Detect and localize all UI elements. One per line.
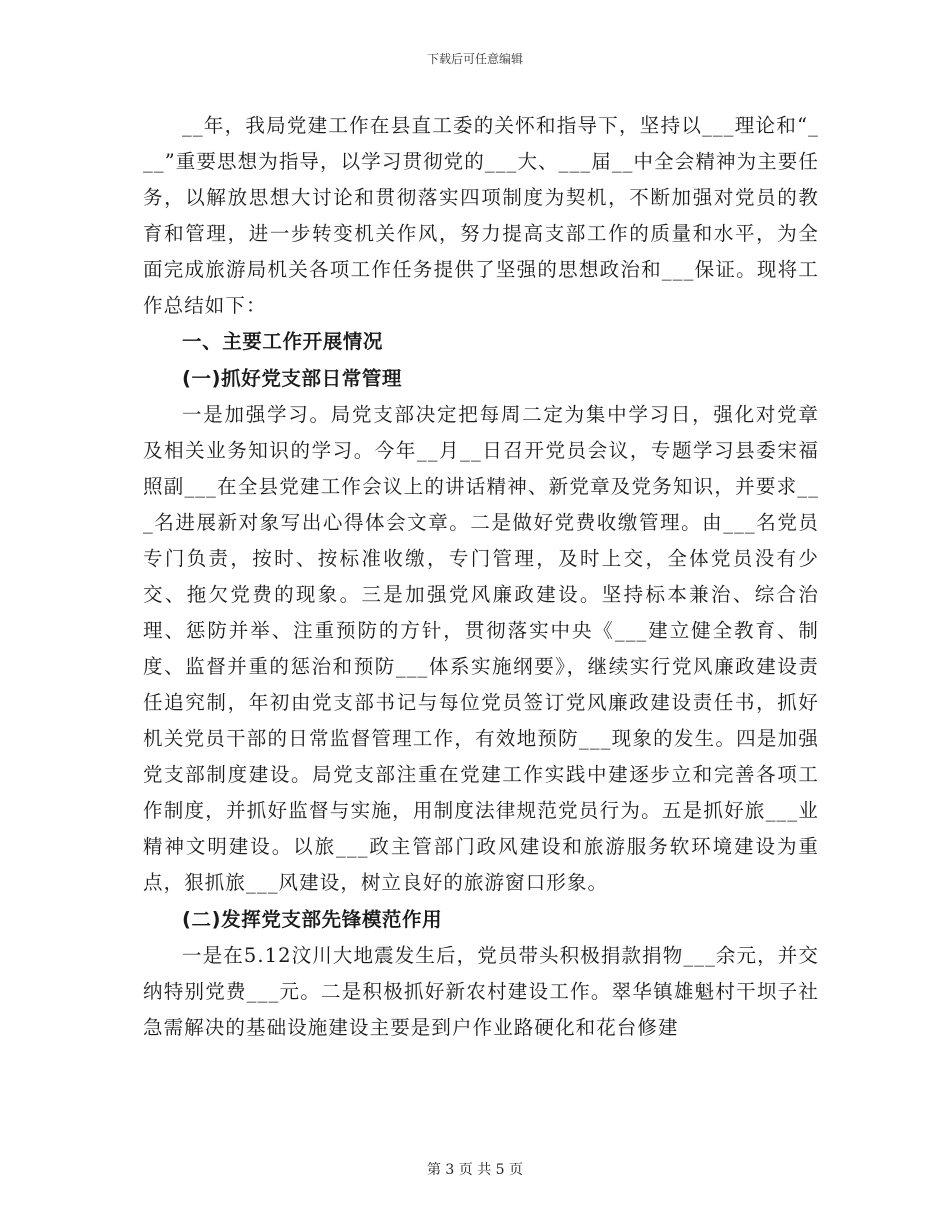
document-body bbox=[143, 108, 819, 1046]
section-heading-main-work: 一、主要工作开展情况 bbox=[182, 330, 384, 353]
intro-paragraph: __年，我局党建工作在县直工委的关怀和指导下，坚持以___理论和“___”重要思想为指导，以学习贯彻党的___大、___届__中全会精神为主要任务，以解放思想大讨论和贯彻落实四项制度为契机，不断加强对党员的教育和管理，进一步转变机关作风，努力提高支部工作的质量和水平，为全面完成旅游局机关各项工作任务提供了坚强的思想政治和___保证。现将工作总结如下： bbox=[143, 114, 819, 317]
page-footer: 第 3 页 共 5 页 bbox=[426, 1162, 524, 1178]
subsection-heading-daily-management: (一)抓好党支部日常管理 bbox=[182, 367, 403, 390]
pioneer-role-paragraph: 一是在5.12汶川大地震发生后，党员带头积极捐款捐物___余元，并交纳特别党费___元。二是积极抓好新农村建设工作。翠华镇雄魁村干坝子社急需解决的基础设施建设主要是到户作业路硬化和花台修建 bbox=[143, 944, 819, 1039]
page-header: 下载后可任意编辑 bbox=[426, 52, 523, 66]
subsection-heading-pioneer-role: (二)发挥党支部先锋模范作用 bbox=[182, 908, 443, 931]
daily-management-paragraph: 一是加强学习。局党支部决定把每周二定为集中学习日，强化对党章及相关业务知识的学习。今年__月__日召开党员会议，专题学习县委宋福照副___在全县党建工作会议上的讲话精神、新党章及党务知识，并要求___名进展新对象写出心得体会文章。二是做好党费收缴管理。由___名党员专门负责，按时、按标准收缴，专门管理，及时上交，全体党员没有少交、拖欠党费的现象。三是加强党风廉政建设。坚持标本兼治、综合治理、惩防并举、注重预防的方针，贯彻落实中央《___建立健全教育、制度、监督并重的惩治和预防___体系实施纲要》，继续实行党风廉政建设责任追究制，年初由党支部书记与每位党员签订党风廉政建设责任书，抓好机关党员干部的日常监督管理工作，有效地预防___现象的发生。四是加强党支部制度建设。局党支部注重在党建工作实践中建逐步立和完善各项工作制度，并抓好监督与实施，用制度法律规范党员行为。五是抓好旅___业精神文明建设。以旅___政主管部门政风建设和旅游服务软环境建设为重点，狠抓旅___风建设，树立良好的旅游窗口形象。 bbox=[143, 403, 819, 894]
